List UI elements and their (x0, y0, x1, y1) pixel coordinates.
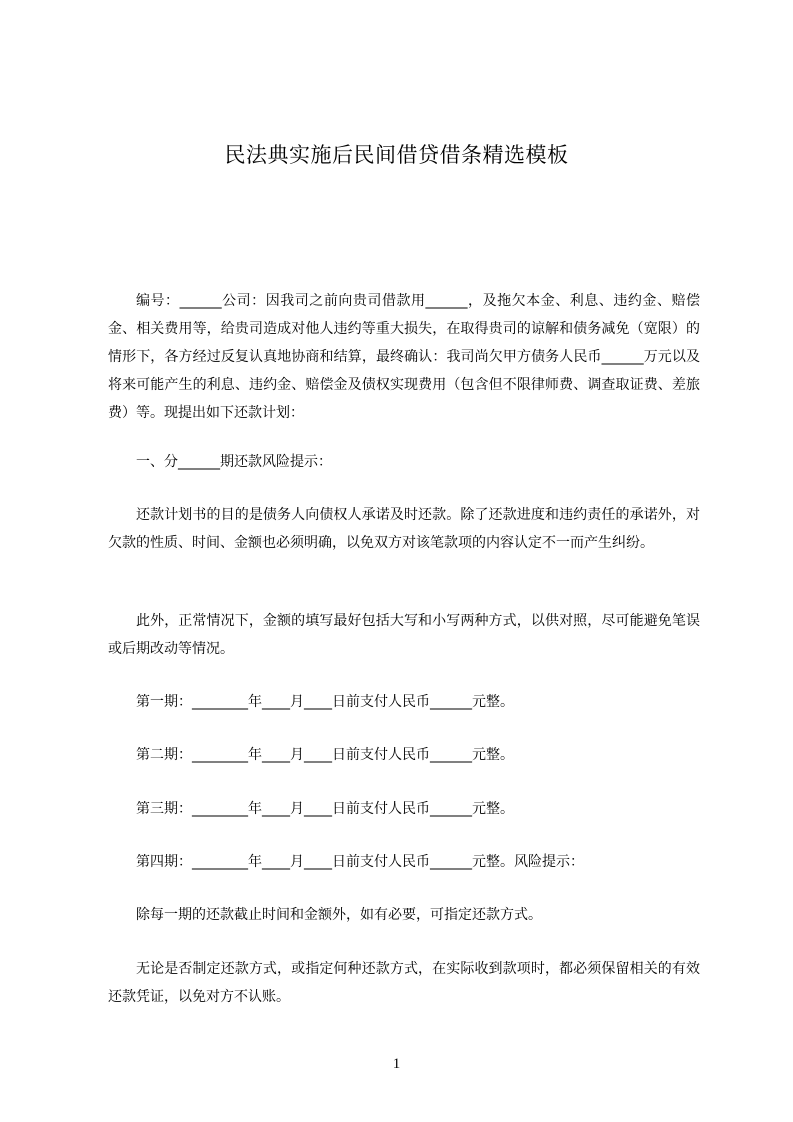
risk-note-paragraph-amount: 此外，正常情况下，金额的填写最好包括大写和小写两种方式，以供对照，尽可能避免笔误或后期改动等情况。 (108, 613, 700, 657)
installment-line-2: 第二期：________年____月____日前支付人民币______元整。 (136, 747, 514, 763)
intro-paragraph: 编号：______公司：因我司之前向贵司借款用______，及拖欠本金、利息、违约金、赔偿金、相关费用等，给贵司造成对他人违约等重大损失，在取得贵司的谅解和债务减免（宽限）的情形下，各方经过反复认真地协商和结算，最终确认：我司尚欠甲方债务人民币______万元以及将来可能产生的利息、违约金、赔偿金及债权实现费用（包含但不限律师费、调查取证费、差旅费）等。现提出如下还款计划： (108, 293, 700, 421)
document-title: 民法典实施后民间借贷借条精选模板 (224, 143, 569, 167)
installment-line-4: 第四期：________年____月____日前支付人民币______元整。风险提示： (136, 854, 584, 870)
risk-note-paragraph-purpose: 还款计划书的目的是债务人向债权人承诺及时还款。除了还款进度和违约责任的承诺外，对欠款的性质、时间、金额也必须明确，以免双方对该笔款项的内容认定不一而产生纠纷。 (108, 507, 700, 551)
payment-method-paragraph: 除每一期的还款截止时间和金额外，如有必要，可指定还款方式。 (136, 907, 542, 923)
receipt-voucher-paragraph: 无论是否制定还款方式，或指定何种还款方式，在实际收到款项时，都必须保留相关的有效还款凭证，以免对方不认账。 (108, 961, 700, 1005)
section-heading-installments: 一、分______期还款风险提示： (136, 454, 332, 470)
installment-line-1: 第一期：________年____月____日前支付人民币______元整。 (136, 694, 514, 710)
installment-line-3: 第三期：________年____月____日前支付人民币______元整。 (136, 801, 514, 817)
page-number: 1 (392, 1056, 401, 1072)
